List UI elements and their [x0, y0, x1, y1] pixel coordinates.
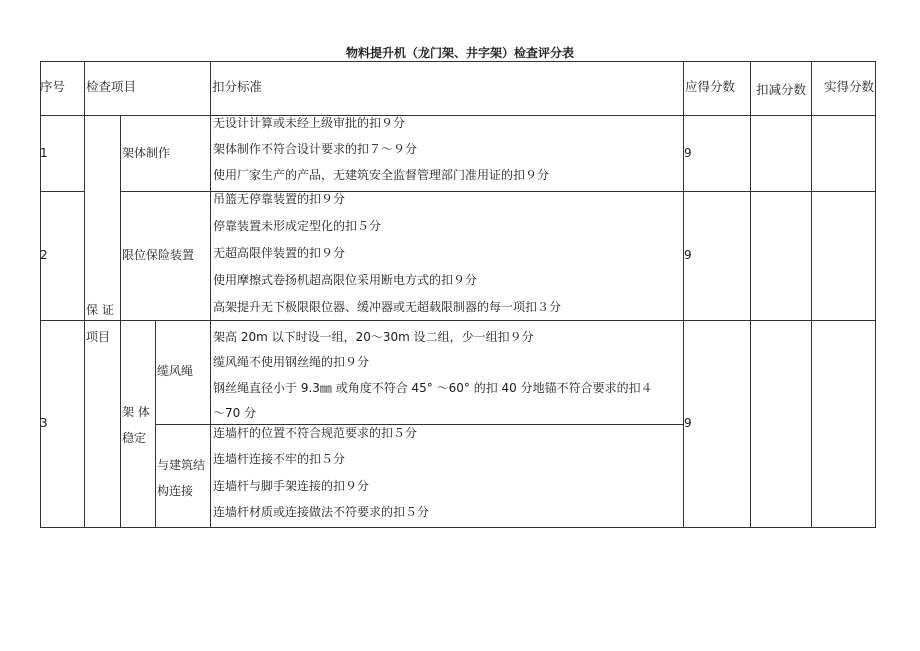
sub-item-label: 缆风绳 — [157, 364, 194, 378]
table-border-left — [40, 61, 41, 528]
col-divider-sub — [155, 320, 156, 527]
header-actual-score: 实得分数 — [824, 79, 875, 94]
table-border-right — [875, 61, 876, 528]
header-item: 检查项目 — [86, 79, 137, 94]
col-divider-actual — [811, 61, 812, 528]
col-divider-standard — [210, 61, 211, 528]
col-divider-group — [120, 115, 121, 527]
criteria-line: 连墙杆连接不牢的扣５分 — [213, 452, 346, 466]
criteria-line: 架高 20m 以下时设一组，20～30m 设二组，少一组扣９分 — [213, 330, 534, 344]
criteria-line: 连墙杆材质或连接做法不符要求的扣５分 — [213, 505, 430, 519]
criteria-line: 无超高限伴装置的扣９分 — [213, 246, 346, 260]
criteria-line: 高架提升无下极限限位器、缓冲器或无超载限制器的每一项扣３分 — [213, 300, 562, 314]
criteria-line: 停靠装置未形成定型化的扣５分 — [213, 219, 382, 233]
row-due-score: 9 — [684, 416, 692, 430]
criteria-line: 连墙杆的位置不符合规范要求的扣５分 — [213, 426, 418, 440]
criteria-line: 架体制作不符合设计要求的扣７～９分 — [213, 142, 418, 156]
sub-item-label: 构连接 — [157, 484, 194, 498]
col-divider-deduct — [750, 61, 751, 528]
row-divider-1 — [40, 191, 84, 192]
col-divider-no — [84, 61, 85, 528]
row-number: 2 — [40, 248, 48, 262]
row-due-score: 9 — [684, 248, 692, 262]
row-number: 1 — [40, 146, 48, 160]
criteria-line: 吊篮无停靠装置的扣９分 — [213, 192, 346, 206]
header-due-score: 应得分数 — [685, 79, 736, 94]
header-standard: 扣分标准 — [212, 79, 263, 94]
row-item: 稳定 — [122, 431, 147, 445]
row-item: 架 体 — [122, 405, 150, 419]
sub-row-divider — [155, 424, 683, 425]
row-item: 限位保险装置 — [122, 248, 195, 262]
criteria-line: 使用厂家生产的产品，无建筑安全监督管理部门准用证的扣９分 — [213, 168, 550, 182]
criteria-line: 连墙杆与脚手架连接的扣９分 — [213, 479, 370, 493]
criteria-line: 无设计计算或未经上级审批的扣９分 — [213, 116, 406, 130]
row-due-score: 9 — [684, 146, 692, 160]
row-number: 3 — [40, 416, 48, 430]
criteria-line: 钢丝绳直径小于 9.3㎜ 或角度不符合 45° ～60° 的扣 40 分地锚不符合要求的扣４ — [213, 381, 653, 395]
row-item: 架体制作 — [122, 146, 171, 160]
group-label: 保 证 — [86, 303, 114, 317]
criteria-line: ～70 分 — [213, 406, 257, 420]
col-divider-due — [683, 61, 684, 528]
criteria-line: 使用摩擦式卷扬机超高限位采用断电方式的扣９分 — [213, 273, 478, 287]
header-no: 序号 — [40, 79, 66, 94]
page-title: 物料提升机（龙门架、井字架）检查评分表 — [345, 46, 574, 60]
group-label: 项目 — [86, 330, 111, 344]
criteria-line: 缆风绳不使用钢丝绳的扣９分 — [213, 355, 370, 369]
sub-item-label: 与建筑结 — [157, 458, 206, 472]
header-deduct-score: 扣减分数 — [756, 82, 807, 97]
